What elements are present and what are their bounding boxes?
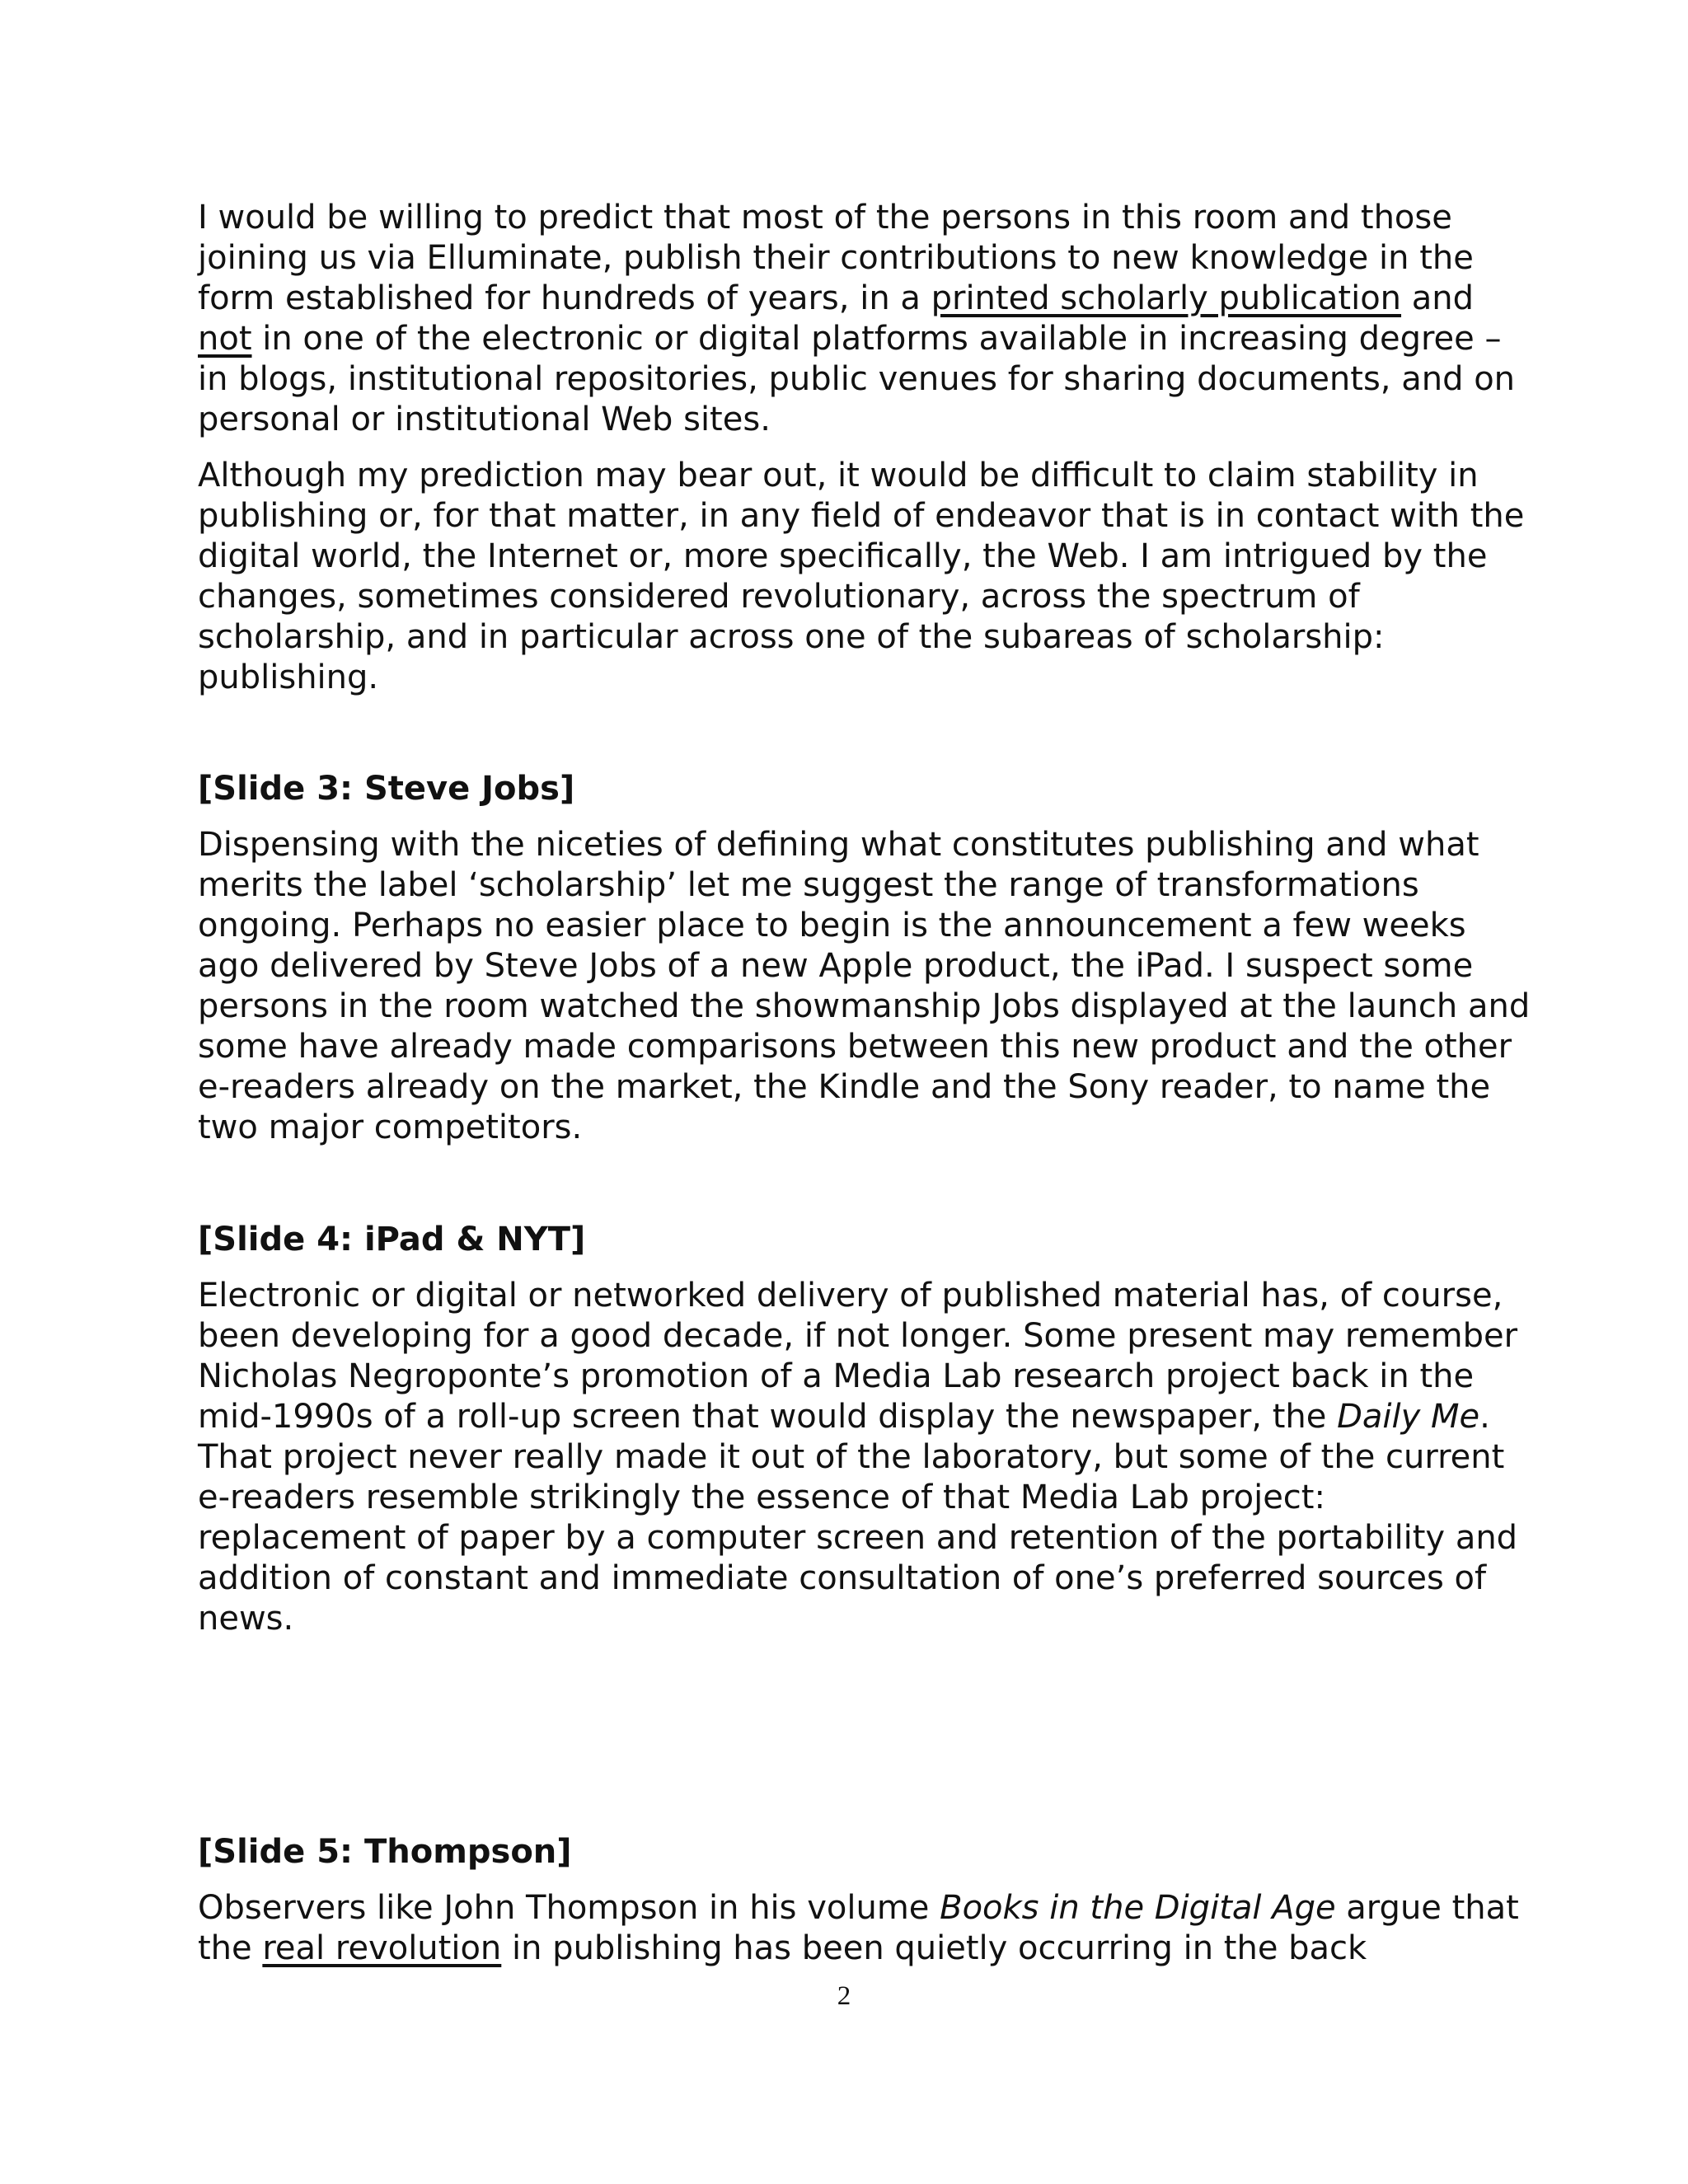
underlined-word-not: not	[198, 320, 252, 358]
underlined-phrase-printed-scholarly-publication: printed scholarly publication	[931, 279, 1402, 317]
paragraph-text: I would be willing to predict that most of the persons in this room and those joining us via Elluminate, publish their contributions to new knowledge in the form established for hundreds of years, in a	[198, 199, 1474, 317]
paragraph-text: in publishing has been quietly occurring in the back	[501, 1929, 1367, 1967]
slide-4-heading: [Slide 4: iPad & NYT]	[198, 1221, 586, 1258]
paragraph-steve-jobs: Dispensing with the niceties of defining what constitutes publishing and what merits the label ‘scholarship’ let me suggest the range of transformations ongoing. Perhaps no easier place to begin is the announcement a few weeks ago delivered by Steve Jobs of a new Apple product, the iPad. I suspect some persons in the room watched the showmanship Jobs displayed at the launch and some have already made comparisons between this new product and the other e-readers already on the market, the Kindle and the Sony reader, to name the two major competitors.	[198, 826, 1531, 1146]
page-number: 2	[837, 1981, 851, 2011]
italic-title-books-in-the-digital-age: Books in the Digital Age	[940, 1889, 1336, 1927]
underlined-phrase-real-revolution: real revolution	[262, 1929, 502, 1967]
paragraph-electronic-delivery	[198, 1276, 1533, 1639]
paragraph-prediction	[198, 198, 1533, 440]
page-body	[198, 198, 1533, 1985]
slide-5-heading: [Slide 5: Thompson]	[198, 1833, 572, 1871]
paragraph-text: and	[1401, 279, 1474, 317]
slide-3-heading: [Slide 3: Steve Jobs]	[198, 770, 575, 808]
paragraph-stability: Although my prediction may bear out, it would be difficult to claim stability in publishing or, for that matter, in any field of endeavor that is in contact with the digital world, the Internet or, more specifically, the Web. I am intrigued by the changes, sometimes considered revolutionary, across the spectrum of scholarship, and in particular across one of the subareas of scholarship: publishing.	[198, 457, 1525, 696]
paragraph-text: . That project never really made it out of the laboratory, but some of the current e-readers resemble strikingly the essence of that Media Lab project: replacement of paper by a computer screen and retention of the portability and addition of constant and immediate consultation of one’s preferred sources of news.	[198, 1398, 1518, 1638]
paragraph-thompson	[198, 1888, 1533, 1969]
paragraph-text: in one of the electronic or digital platforms available in increasing degree – in blogs, institutional repositories, public venues for sharing documents, and on personal or institutional Web sites.	[198, 320, 1516, 438]
paragraph-text: Observers like John Thompson in his volume	[198, 1889, 940, 1927]
paragraph-text: Electronic or digital or networked delivery of published material has, of course, been developing for a good decade, if not longer. Some present may remember Nicholas Negroponte’s promotion of a Media Lab research project back in the mid-1990s of a roll-up screen that would display the newspaper, the	[198, 1277, 1518, 1436]
paragraph-text: argue that the	[198, 1889, 1519, 1967]
italic-title-daily-me: Daily Me	[1337, 1398, 1480, 1436]
